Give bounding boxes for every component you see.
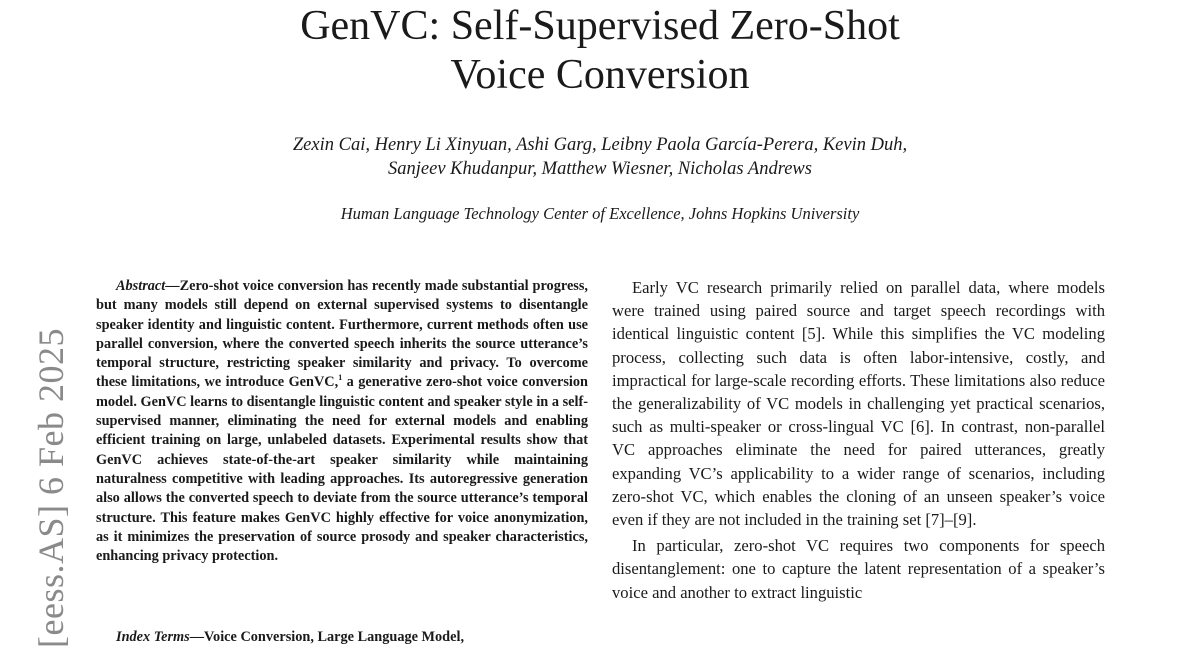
footnote-marker: 1	[338, 373, 343, 383]
affiliation: Human Language Technology Center of Excellence, Johns Hopkins University	[340, 204, 860, 223]
index-terms-label: Index Terms	[116, 629, 190, 645]
body-right-column	[612, 276, 1105, 604]
abstract-text-part-2: a generative zero-shot voice conversion model. GenVC learns to disentangle linguistic content and speaker style in a self-supervised manner, eliminating the need for external models and enabling efficient training on large, unlabeled datasets. Experimental results show that GenVC achieves state-of-the-art speaker similarity while maintaining naturalness competitive with leading approaches. Its autoregressive generation also allows the converted speech to deviate from the source utterance’s temporal structure. This feature makes GenVC highly effective for voice anonymization, as it minimizes the preservation of source prosody and speaker characteristics, enhancing privacy protection.	[96, 374, 589, 565]
index-terms	[96, 628, 588, 647]
abstract	[96, 277, 588, 566]
abstract-label: Abstract	[116, 278, 166, 294]
abstract-text-part-1: —Zero-shot voice conversion has recently made substantial progress, but many models still depend on external supervised systems to disentangle speaker identity and linguistic content. Furthermore, current methods often use parallel conversion, where the converted speech inherits the source utterance’s temporal structure, restricting speaker similarity and privacy. To overcome these limitations, we introduce GenVC,	[96, 278, 588, 391]
author-list-line-1: Zexin Cai, Henry Li Xinyuan, Ashi Garg, Leibny Paola García-Perera, Kevin Duh,	[292, 135, 908, 155]
author-list-line-2: Sanjeev Khudanpur, Matthew Wiesner, Nicholas Andrews	[388, 159, 812, 179]
paper-title-line-2: Voice Conversion	[450, 52, 750, 98]
index-terms-text: —Voice Conversion, Large Language Model,	[189, 629, 465, 645]
author-list	[0, 133, 1200, 181]
paper-title	[0, 2, 1200, 100]
arxiv-side-stamp: [eess.AS] 6 Feb 2025	[31, 328, 71, 648]
body-paragraph-1: Early VC research primarily relied on parallel data, where models were trained using paired source and target speech recordings with identical linguistic content [5]. While this simplifies the VC modeling process, collecting such data is often labor-intensive, costly, and impractical for large-scale recording efforts. These limitations also reduce the generalizability of VC models in challenging yet practical scenarios, such as multi-speaker or cross-lingual VC [6]. In contrast, non-parallel VC approaches eliminate the need for paired utterances, greatly expanding VC’s applicability to a wider range of scenarios, including zero-shot VC, which enables the cloning of an unseen speaker’s voice even if they are not included in the training set [7]–[9].	[612, 278, 1105, 530]
body-paragraph-2: In particular, zero-shot VC requires two components for speech disentanglement: one to capture the latent representation of a speaker’s voice and another to extract linguistic	[612, 536, 1105, 602]
paper-title-line-1: GenVC: Self-Supervised Zero-Shot	[300, 3, 900, 49]
